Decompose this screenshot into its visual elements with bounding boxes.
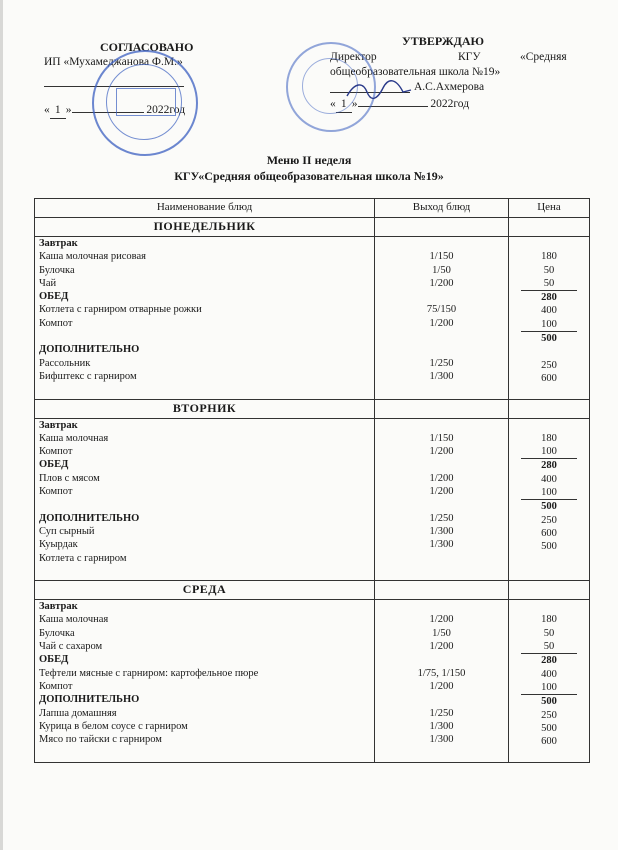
dish-name: Компот (39, 680, 73, 692)
dish-price (521, 567, 577, 580)
day-name: ВТОРНИК (35, 399, 375, 418)
dish-price (521, 345, 577, 358)
dish-price (521, 237, 577, 250)
dish-price: 400 (541, 473, 557, 485)
dish-price: 400 (541, 668, 557, 680)
approve-line1-b: КГУ (458, 51, 481, 63)
dish-name: Булочка (39, 264, 75, 276)
dish-portion (375, 419, 508, 432)
dish-portion (375, 330, 508, 343)
dish-price: 250 (541, 359, 557, 371)
dish-name: Булочка (39, 627, 75, 639)
dish-price: 180 (541, 251, 557, 263)
day-header-row (35, 581, 590, 600)
menu-week-title: Меню II неделя (266, 153, 352, 167)
dish-portion (375, 746, 508, 759)
price-total: 500 (521, 331, 577, 345)
approve-date-year: 2022год (430, 98, 470, 110)
dish-price (521, 385, 577, 398)
header-dish-name: Наименование блюд (35, 199, 375, 218)
dish-price: 600 (541, 736, 557, 748)
dish-names-cell (35, 237, 375, 400)
day-header-blank (509, 218, 590, 237)
dish-portion (375, 600, 508, 613)
price-total: 280 (521, 458, 577, 472)
table-header-row (35, 199, 590, 218)
dish-portion: 1/200 (429, 680, 454, 692)
dish-name: Мясо по тайски с гарниром (39, 734, 162, 746)
price-total: 500 (521, 499, 577, 513)
dish-price: 100 (541, 446, 557, 458)
dish-portion (375, 498, 508, 511)
dish-names-cell (35, 418, 375, 581)
dish-portion: 1/300 (429, 525, 454, 537)
menu-school-title: КГУ«Средняя общеобразовательная школа №19» (174, 169, 444, 183)
portions-cell (375, 600, 509, 763)
approve-signer: А.С.Ахмерова (414, 81, 485, 93)
agreed-title: СОГЛАСОВАНО (100, 40, 194, 54)
meal-section-label: ОБЕД (39, 291, 69, 303)
dish-portion: 1/200 (429, 472, 454, 484)
dish-price: 600 (541, 527, 557, 539)
dish-portion: 1/250 (429, 357, 454, 369)
dish-name: Каша молочная (39, 614, 109, 626)
dish-name: Рассольник (39, 357, 91, 369)
dish-names-cell (35, 600, 375, 763)
dish-name: Плов с мясом (39, 472, 100, 484)
dish-price (521, 419, 577, 432)
dish-name: Тефтели мясные с гарниром: картофельное пюре (39, 667, 259, 679)
dish-price: 500 (541, 722, 557, 734)
dish-portion (375, 653, 508, 666)
day-header-row (35, 399, 590, 418)
dish-price: 50 (543, 277, 555, 289)
dish-portion: 1/300 (429, 539, 454, 551)
dish-price (521, 554, 577, 567)
day-name: ПОНЕДЕЛЬНИК (35, 218, 375, 237)
dish-portion (375, 552, 508, 565)
left-seal-stamp (92, 50, 198, 156)
dish-portion: 1/200 (429, 641, 454, 653)
day-body-row (35, 237, 590, 400)
approve-title: УТВЕРЖДАЮ (402, 34, 485, 48)
dish-portion (375, 383, 508, 396)
dish-portion: 1/150 (429, 432, 454, 444)
meal-section-label: Завтрак (39, 601, 78, 613)
meal-section-label: Завтрак (39, 238, 78, 249)
dish-price: 400 (541, 305, 557, 317)
dish-name: Бифштекс с гарниром (39, 370, 137, 382)
dish-portion: 1/200 (429, 614, 454, 626)
prices-cell (509, 418, 590, 581)
dish-portion: 1/150 (429, 251, 454, 263)
dish-price: 180 (541, 432, 557, 444)
price-total: 500 (521, 694, 577, 708)
dish-portion (375, 565, 508, 578)
scan-edge-left (0, 0, 3, 850)
dish-name: Каша молочная рисовая (39, 251, 146, 263)
day-header-blank (375, 218, 509, 237)
dish-price (521, 600, 577, 613)
meal-section-label: ДОПОЛНИТЕЛЬНО (39, 512, 140, 524)
dish-name (39, 330, 374, 343)
dish-portion: 1/250 (429, 707, 454, 719)
dish-price: 50 (543, 641, 555, 653)
dish-price: 500 (541, 541, 557, 553)
dish-price: 600 (541, 372, 557, 384)
dish-portion (375, 237, 508, 250)
day-header-blank (509, 399, 590, 418)
dish-portion: 1/200 (429, 446, 454, 458)
dish-name: Курица в белом соусе с гарниром (39, 720, 188, 732)
dish-name: Чай с сахаром (39, 641, 103, 653)
portions-cell (375, 237, 509, 400)
dish-portion (375, 290, 508, 303)
approve-line2: общеобразовательная школа №19» (330, 66, 501, 78)
dish-portion (375, 343, 508, 356)
dish-name: Чай (39, 277, 57, 289)
dish-name: Компот (39, 446, 73, 458)
dish-portion: 1/300 (429, 734, 454, 746)
dish-name (39, 498, 374, 511)
dish-price: 100 (541, 681, 557, 693)
dish-price: 50 (543, 264, 555, 276)
dish-portion: 1/300 (429, 720, 454, 732)
dish-portion: 1/200 (429, 277, 454, 289)
dish-name (39, 383, 374, 396)
day-body-row (35, 600, 590, 763)
price-total: 280 (521, 290, 577, 304)
meal-section-label: ОБЕД (39, 654, 69, 666)
dish-name: Компот (39, 317, 73, 329)
dish-portion: 1/300 (429, 370, 454, 382)
meal-section-label: ДОПОЛНИТЕЛЬНО (39, 344, 140, 356)
header-price: Цена (509, 199, 590, 218)
portions-cell (375, 418, 509, 581)
dish-name: Куырдак (39, 539, 78, 551)
day-name: СРЕДА (35, 581, 375, 600)
dish-portion: 1/250 (429, 512, 454, 524)
day-body-row (35, 418, 590, 581)
dish-portion: 1/200 (429, 486, 454, 498)
prices-cell (509, 237, 590, 400)
approve-line1-a: Директор (330, 51, 377, 63)
price-total: 280 (521, 653, 577, 667)
dish-portion: 1/50 (432, 627, 451, 639)
dish-name: Компот (39, 486, 73, 498)
meal-section-label: ОБЕД (39, 459, 69, 471)
dish-portion (375, 693, 508, 706)
agreed-date-year: 2022год (146, 104, 186, 116)
dish-name: Котлета с гарниром (39, 552, 127, 564)
signature-scribble (345, 78, 415, 104)
dish-portion: 1/50 (432, 264, 451, 276)
day-header-blank (375, 399, 509, 418)
meal-section-label: Завтрак (39, 419, 78, 431)
agreed-date: « 1 » 2022год (44, 103, 185, 119)
menu-table-body (35, 218, 590, 763)
agreed-date-day: 1 (50, 103, 66, 119)
approve-date: « 1 » 2022год (330, 97, 469, 113)
dish-price: 250 (541, 709, 557, 721)
dish-name (39, 746, 374, 759)
approve-line1-c: «Средняя (520, 51, 567, 63)
approve-date-day: 1 (336, 97, 352, 113)
dish-portion: 1/200 (429, 317, 454, 329)
dish-name (39, 565, 374, 578)
dish-portion (375, 458, 508, 471)
meal-section-label: ДОПОЛНИТЕЛЬНО (39, 694, 140, 706)
dish-price: 250 (541, 514, 557, 526)
header-portion: Выход блюд (375, 199, 509, 218)
dish-name: Суп сырный (39, 525, 95, 537)
dish-name: Лапша домашняя (39, 707, 117, 719)
day-header-blank (509, 581, 590, 600)
agreed-org: ИП «Мухамеджанова Ф.М.» (44, 56, 183, 68)
dish-price (521, 748, 577, 761)
dish-price: 180 (541, 614, 557, 626)
day-header-blank (375, 581, 509, 600)
dish-name: Котлета с гарниром отварные рожки (39, 304, 202, 316)
dish-name: Каша молочная (39, 432, 109, 444)
menu-table (34, 198, 590, 763)
dish-price: 100 (541, 318, 557, 330)
prices-cell (509, 600, 590, 763)
dish-portion: 75/150 (426, 304, 457, 316)
dish-price: 50 (543, 627, 555, 639)
dish-portion: 1/75, 1/150 (417, 667, 466, 679)
dish-price: 100 (541, 487, 557, 499)
day-header-row (35, 218, 590, 237)
